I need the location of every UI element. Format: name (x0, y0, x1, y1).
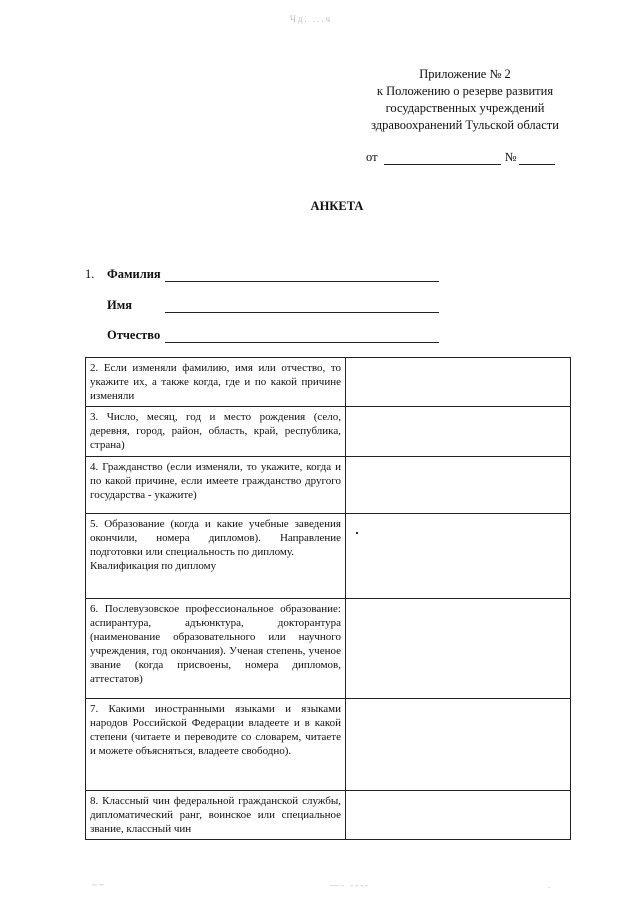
scan-noise-bottom-mid: —- ---- (330, 880, 371, 890)
surname-field[interactable] (165, 269, 439, 282)
ink-dot (356, 532, 358, 534)
appendix-line: к Положению о резерве развития (376, 84, 554, 98)
first-name-row (85, 298, 439, 313)
answer-8-field[interactable] (346, 791, 571, 840)
question-8: 8. Классный чин федеральной гражданской службы, дипломатический ранг, воинское или специальное звание, классный чин (86, 791, 346, 840)
appendix-header (330, 66, 600, 134)
question-6: 6. Послевузовское профессиональное образование: аспирантура, адъюнктура, докторантура (наименование образовательного или научного учреждения, год окончания). Ученая степень, ученое звание (когда присвоены, номера дипломов, аттестатов) (86, 599, 346, 699)
form-title: АНКЕТА (310, 199, 364, 213)
answer-3-field[interactable] (346, 407, 571, 457)
question-5: 5. Образование (когда и какие учебные заведения окончили, номера дипломов). Направление подготовки или специальность по диплому. Квалификация по диплому (86, 514, 346, 599)
table-row (86, 457, 571, 514)
answer-4-field[interactable] (346, 457, 571, 514)
date-blank[interactable] (384, 152, 501, 165)
questionnaire-table (85, 357, 571, 840)
answer-6-field[interactable] (346, 599, 571, 699)
table-row (86, 599, 571, 699)
appendix-line: здравоохранений Тульской области (371, 118, 559, 132)
number-label: № (504, 150, 517, 164)
table-row (86, 358, 571, 407)
table-row (86, 791, 571, 840)
appendix-line: Приложение № 2 (419, 67, 511, 81)
surname-label: Фамилия (107, 267, 161, 281)
scan-noise-top: Чд. ...ч (290, 14, 333, 24)
scan-noise-bottom-right: . (548, 880, 553, 890)
question-3: 3. Число, месяц, год и место рождения (село, деревня, город, район, область, край, республика, страна) (86, 407, 346, 457)
question-2: 2. Если изменяли фамилию, имя или отчество, то укажите их, а также когда, где и по какой причине изменяли (86, 358, 346, 407)
question-4: 4. Гражданство (если изменяли, то укажите, когда и по какой причине, если имеете гражданство другого государства - укажите) (86, 457, 346, 514)
from-label: от (366, 150, 378, 164)
scan-noise-bottom-left: ~~ (92, 880, 106, 890)
table-row (86, 699, 571, 791)
question-7: 7. Какими иностранными языками и языками народов Российской Федерации владеете и в какой степени (читаете и переводите со словарем, читаете и можете объясняться, владеете свободно). (86, 699, 346, 791)
answer-2-field[interactable] (346, 358, 571, 407)
order-date-number-line (366, 150, 555, 165)
answer-7-field[interactable] (346, 699, 571, 791)
answer-5-field[interactable] (346, 514, 571, 599)
appendix-line: государственных учреждений (385, 101, 545, 115)
patronymic-label: Отчество (107, 328, 161, 342)
patronymic-field[interactable] (165, 330, 439, 343)
number-blank[interactable] (519, 152, 555, 165)
item-number: 1. (85, 267, 95, 281)
patronymic-row (85, 328, 439, 343)
first-name-label: Имя (107, 298, 132, 312)
table-row (86, 407, 571, 457)
table-row (86, 514, 571, 599)
surname-row (85, 267, 439, 282)
first-name-field[interactable] (165, 300, 439, 313)
